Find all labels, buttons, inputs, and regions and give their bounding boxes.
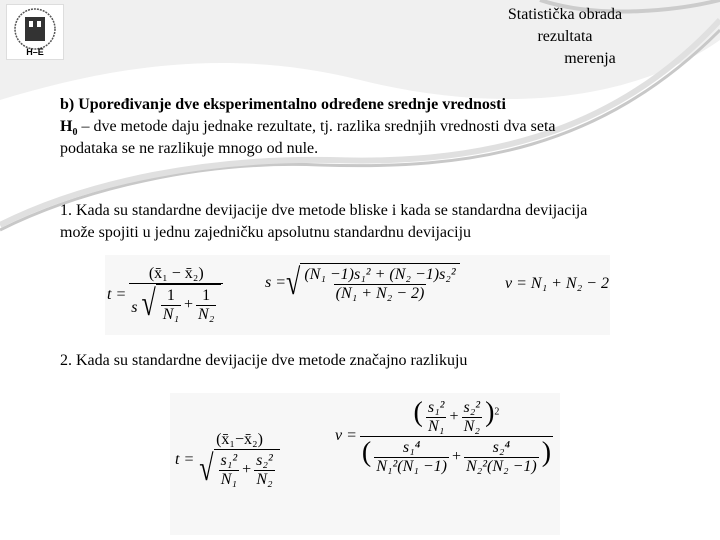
formula-box-pooled [105, 255, 610, 335]
formula-s-pooled: s = √ $\frac{\text{(N₁ −1)s₁² + (N₂ −1)s₂²}}{\text{(N₁ + N₂ − 2)}}$ [265, 263, 460, 303]
s1-fourth: s₁⁴ [402, 438, 421, 456]
t-numerator: (x̄₁ − x̄₂) [148, 265, 204, 282]
plus: + [184, 296, 194, 314]
s-lhs: s = [265, 274, 287, 291]
n1: N₁ [220, 471, 237, 488]
s-numerator: (N₁ −1)s₁² + (N₂ −1)s₂² [304, 266, 456, 283]
denominator-2: N₂²(N₂ −1) [465, 457, 537, 475]
university-logo [6, 4, 64, 60]
t-lhs: t = [107, 285, 127, 303]
t-lhs: t = [175, 451, 195, 468]
n2: N₂ [463, 417, 480, 435]
point-1-line-1: 1. Kada su standardne devijacije dve metode bliske i kada se standardna devijacija [60, 202, 588, 219]
s2-squared: s₂² [256, 452, 273, 469]
h0-label: H [60, 118, 73, 135]
s1-squared: s₁² [427, 398, 445, 416]
nu-lhs: ν = [335, 427, 357, 445]
t-s: s [131, 299, 138, 316]
n2: N₂ [198, 306, 215, 323]
svg-text:H–E: H–E [26, 47, 44, 57]
title-line-1: Statistička obrada rezultata [507, 6, 623, 45]
h0-subscript: 0 [72, 127, 78, 139]
h0-text-continued: podataka se ne razlikuje mnogo od nule. [60, 140, 319, 157]
s2-squared: s₂² [463, 398, 481, 416]
formula-t-welch: t = (x̄₁−x̄₂) √ $\frac{\text{s₁²}}{\text{N₁}}$ + $\frac{\text{s₂²}}{\text{N₂}}$ [175, 431, 285, 489]
section-heading [60, 94, 506, 116]
plus: + [451, 447, 461, 465]
plus: + [242, 461, 252, 479]
n1: N₁ [162, 306, 179, 323]
square-exponent: 2 [494, 406, 500, 418]
point-2-text: 2. Kada su standardne devijacije dve metode značajno razlikuju [60, 352, 468, 369]
s1-squared: s₁² [220, 452, 238, 469]
t-numerator: (x̄₁−x̄₂) [216, 431, 263, 448]
formula-dof-pooled: ν = N₁ + N₂ − 2 [505, 275, 609, 292]
formula-box-welch [170, 393, 560, 535]
denominator-1: N₁²(N₁ −1) [376, 457, 447, 475]
point-1-line-2: može spojiti u jednu zajedničku apsolutnu standardnu devijaciju [60, 224, 472, 241]
n1: N₁ [428, 417, 445, 435]
s-denominator: (N₁ + N₂ − 2) [335, 285, 425, 302]
title-line-2: merenja [564, 50, 616, 67]
heading-text: b) Upoređivanje dve eksperimentalno određene srednje vrednosti [60, 96, 506, 113]
n2: N₂ [256, 471, 273, 488]
formula-t-pooled: t = (x̄₁ − x̄₂) s √ $\frac{1}{\text{N₁}}$ + $\frac{1}{\text{N₂}}$ [107, 265, 226, 324]
plus: + [449, 408, 459, 425]
slide-title [480, 4, 650, 70]
one: 1 [166, 287, 175, 304]
s2-fourth: s₂⁴ [492, 438, 511, 456]
formula-dof-welch: ν = ( $\frac{\text{s₁²}}{\text{N₁}}$ + $\frac{\text{s₂²}}{\text{N₂}}$ )$^2$ ( $\frac{\text{s₁⁴}}{\text{N₁²(N₁ −1)}}$ + $\frac{\text{s₂⁴}}{\text{N₂²(N₂ −1)}}$ ) [335, 397, 552, 475]
h0-text: – dve metode daju jednake rezultate, tj. razlika srednjih vrednosti dva seta [77, 118, 556, 135]
one: 1 [202, 287, 211, 304]
